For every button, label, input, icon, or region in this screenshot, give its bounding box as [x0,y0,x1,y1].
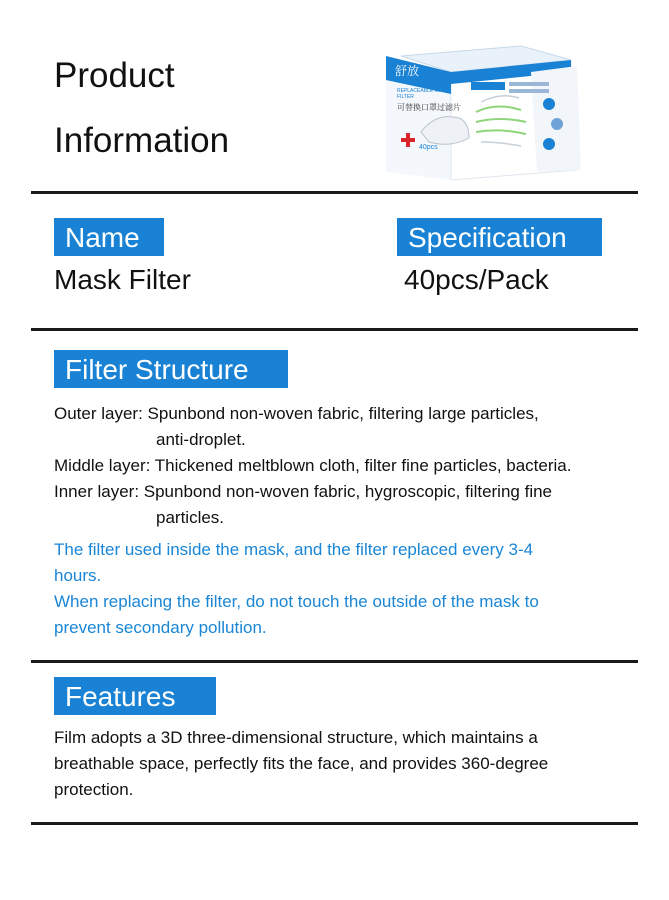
features-line-3: protection. [54,780,134,799]
features-line-1: Film adopts a 3D three-dimensional structure, which maintains a [54,728,538,747]
middle-layer-text: Middle layer: Thickened meltblown cloth, filter fine particles, bacteria. [54,456,572,475]
note-1-line-2: hours. [54,566,102,585]
divider-2 [31,328,638,331]
filter-layers-list [54,401,654,531]
filter-structure-heading: Filter Structure [54,350,288,388]
divider-1 [31,191,638,194]
page-title-line2: Information [54,121,230,160]
box-count: 40pcs [419,144,438,151]
filter-notes [54,537,654,641]
product-box-image [381,42,587,184]
outer-layer-text: Outer layer: Spunbond non-woven fabric, filtering large particles, [54,404,539,423]
features-text [54,725,654,803]
inner-layer-text: Inner layer: Spunbond non-woven fabric, hygroscopic, filtering fine [54,482,553,501]
features-line-2: breathable space, perfectly fits the face, and provides 360-degree [54,754,549,773]
note-2-line-1: When replacing the filter, do not touch the outside of the mask to [54,592,539,611]
box-product-cn: 可替换口罩过滤片 [397,103,461,112]
specification-value: 40pcs/Pack [404,264,549,295]
name-value: Mask Filter [54,264,191,295]
box-product-en: REPLACEABLE MASK FILTER [397,88,449,100]
note-1-line-1: The filter used inside the mask, and the filter replaced every 3-4 [54,540,534,559]
specification-label-tag: Specification [397,218,602,256]
name-label-tag: Name [54,218,164,256]
page-title-line1: Product [54,56,175,95]
note-2-line-2: prevent secondary pollution. [54,618,267,637]
divider-4 [31,822,638,825]
features-heading: Features [54,677,216,715]
inner-layer-text-cont: particles. [156,508,225,527]
divider-3 [31,660,638,663]
outer-layer-text-cont: anti-droplet. [156,430,246,449]
box-brand-label: 舒放 [395,64,420,78]
